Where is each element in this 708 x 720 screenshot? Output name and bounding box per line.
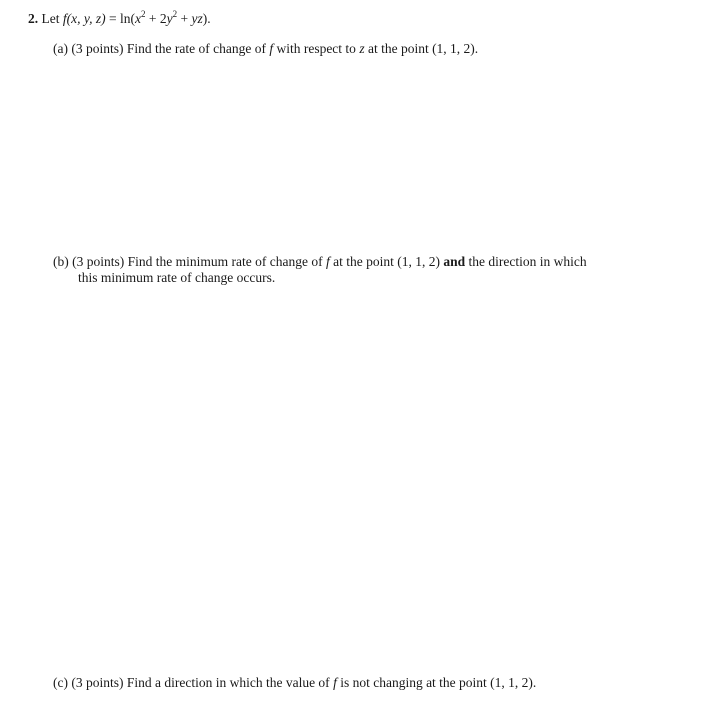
part-a-label: (a) — [53, 41, 68, 56]
part-a-var-z: z — [359, 41, 365, 56]
close-paren: ). — [202, 11, 211, 26]
problem-statement — [28, 10, 211, 27]
part-b-text-after: the direction in which — [468, 254, 587, 269]
part-a-text-after: at the point (1, 1, 2). — [367, 41, 479, 56]
part-a-text-before: Find the rate of change of — [126, 41, 266, 56]
part-b-bold-and: and — [443, 254, 466, 269]
part-b-line2-text: this minimum rate of change occurs. — [78, 270, 276, 285]
part-b — [53, 253, 587, 270]
part-c-points: (3 points) — [71, 675, 124, 690]
intro-text: Let — [41, 11, 60, 26]
part-c-label: (c) — [53, 675, 68, 690]
part-a — [53, 40, 478, 57]
part-a-points: (3 points) — [71, 41, 124, 56]
part-b-points: (3 points) — [72, 254, 125, 269]
exp-y: 2 — [172, 8, 178, 19]
part-b-text-mid: at the point (1, 1, 2) — [333, 254, 440, 269]
exp-x: 2 — [141, 8, 146, 19]
part-b-var-f: f — [325, 254, 330, 269]
function-name: f(x, y, z) — [62, 11, 106, 26]
part-b-text-before: Find the minimum rate of change of — [127, 254, 323, 269]
var-x: x — [135, 11, 141, 26]
part-c — [53, 674, 536, 691]
part-a-text-mid: with respect to — [276, 41, 356, 56]
equals-ln: = ln( — [105, 11, 135, 26]
var-yz: yz — [191, 11, 203, 26]
part-c-text-before: Find a direction in which the value of — [126, 675, 330, 690]
problem-number: 2. — [28, 11, 39, 26]
plus-2: + 2 — [145, 11, 167, 26]
part-c-var-f: f — [333, 675, 337, 690]
part-c-text-after: is not changing at the point (1, 1, 2). — [340, 675, 537, 690]
part-b-line2 — [78, 269, 275, 286]
var-y: y — [166, 11, 173, 26]
part-a-var-f: f — [269, 41, 274, 56]
plus: + — [177, 11, 192, 26]
part-b-label: (b) — [53, 254, 69, 269]
